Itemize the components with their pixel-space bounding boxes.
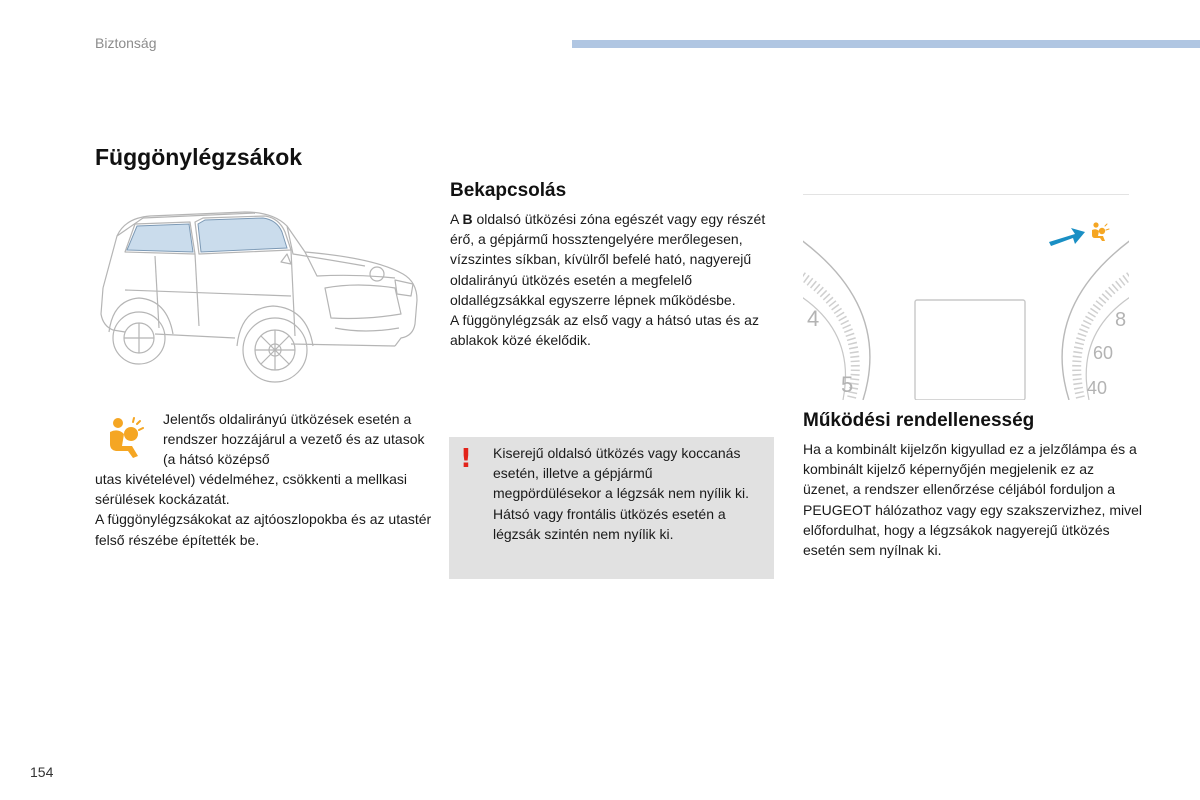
warning-text: Kiserejű oldalsó ütközés vagy koccanás esetén, illetve a gépjármű megpördülésekor a légzsák nem nyílik ki. Hátsó vagy frontális ütközés esetén a légzsák szintén nem nyílik ki. xyxy=(493,445,750,542)
left-column-text: utas kivételével) védelméhez, csökkenti a mellkasi sérülések kockázatát. A függönylégzsákokat az ajtóoszlopokba és az utastér felső részébe építették be. xyxy=(95,471,432,548)
activation-text xyxy=(450,209,780,350)
header-accent-bar xyxy=(572,40,1200,48)
gauge-number-8: 8 xyxy=(1115,309,1127,331)
page-title: Függönylégzsákok xyxy=(95,144,303,170)
exclamation-icon: ! xyxy=(460,444,472,474)
activation-heading: Bekapcsolás xyxy=(450,180,567,201)
left-column-lead-text: Jelentős oldalirányú ütközések esetén a rendszer hozzájárul a vezető és az utasok (a hátsó középső xyxy=(163,411,425,468)
malfunction-text: Ha a kombinált kijelzőn kigyullad ez a jelzőlámpa és a kombinált kijelző képernyőjén megjelenik ez az üzenet, a rendszer ellenőrzése céljából forduljon a PEUGEOT hálózathoz vagy egy szakszervizhez, mivel előfordulhat, hogy a légzsákok nagyerejű ütközés esetén sem nyílnak ki. xyxy=(803,441,1142,559)
gauge-number-40: 40 xyxy=(1087,378,1108,398)
section-label: Biztonság xyxy=(95,35,157,51)
malfunction-heading: Működési rendellenesség xyxy=(803,410,1035,431)
activation-text-part1: A xyxy=(450,211,463,227)
page-number: 154 xyxy=(30,764,54,780)
airbag-warning-icon xyxy=(104,416,144,460)
car-curtain-airbag-illustration xyxy=(95,196,425,396)
gauge-number-60: 60 xyxy=(1093,343,1114,363)
gauge-number-5: 5 xyxy=(841,372,854,397)
instrument-cluster-illustration xyxy=(803,194,1129,400)
activation-text-part3: A függönylégzsák az első vagy a hátsó utas és az ablakok közé ékelődik. xyxy=(450,312,759,349)
gauge-number-4: 4 xyxy=(807,306,820,331)
zone-label: B xyxy=(462,211,473,227)
activation-text-part2: oldalsó ütközési zóna egészét vagy egy részét érő, a gépjármű hossztengelyére merőlegesen, vízszintes síkban, kívülről befelé ható, nagyerejű oldalirányú ütközés esetén a megfelelő oldallégzsákkal egyszerre lépnek működésbe. xyxy=(450,211,766,308)
